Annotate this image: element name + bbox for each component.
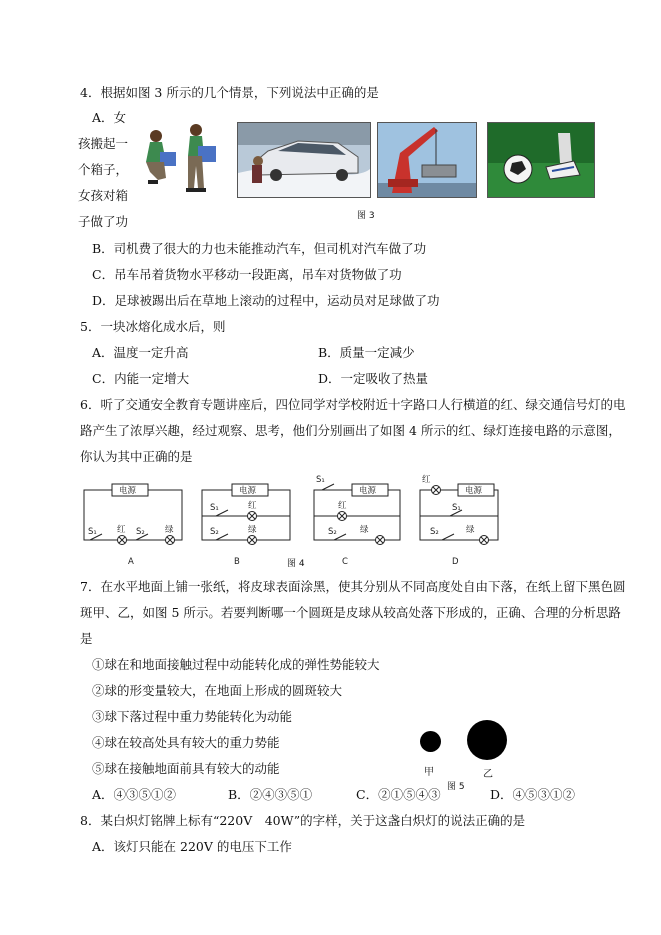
- q7-step-5: ⑤球在接触地面前具有较大的动能: [92, 761, 280, 776]
- circuit-d-red-label: 红: [422, 475, 431, 485]
- circuit-c: [314, 484, 400, 545]
- q7-line3: 是: [80, 631, 93, 646]
- circuit-d-power-label: 电源: [465, 486, 483, 496]
- q7-step-2: ②球的形变量较大，在地面上形成的圆斑较大: [92, 683, 343, 698]
- circuit-d-s2-label: S₂: [430, 527, 439, 537]
- football-kick-image: [487, 122, 595, 198]
- circuit-a-s1-label: S₁: [88, 527, 97, 537]
- circuit-b-power-label: 电源: [239, 486, 257, 496]
- q4-option-b: B．司机费了很大的力也未能推动汽车，但司机对汽车做了功: [92, 241, 427, 256]
- circuit-d-label: D: [452, 557, 459, 567]
- q8-option-a: A．该灯只能在 220V 的电压下工作: [92, 839, 292, 854]
- circuit-a-red-label: 红: [117, 525, 126, 535]
- circuit-a-power-label: 电源: [119, 486, 137, 496]
- figure-5-label: 图 5: [447, 782, 465, 792]
- q4-stem: 4．根据如图 3 所示的几个情景，下列说法中正确的是: [80, 85, 379, 100]
- circuit-d-green-label: 绿: [466, 525, 475, 535]
- q5-option-d: D．一定吸收了热量: [318, 371, 429, 386]
- figure-3-label: 图 3: [357, 211, 375, 221]
- circuit-c-power-label: 电源: [359, 486, 377, 496]
- circuit-c-s2-label: S₂: [328, 527, 337, 537]
- q4-option-a-line4: 女孩对箱: [78, 188, 129, 203]
- circuit-b-label: B: [234, 557, 240, 567]
- q7-option-b: B．②④③⑤①: [228, 787, 313, 802]
- q6-line3: 你认为其中正确的是: [80, 449, 193, 464]
- q4-option-c: C．吊车吊着货物水平移动一段距离，吊车对货物做了功: [92, 267, 402, 282]
- circuit-c-green-label: 绿: [360, 525, 369, 535]
- circuit-c-red-label: 红: [338, 501, 347, 511]
- circuit-a-label: A: [128, 557, 134, 567]
- q7-step-3: ③球下落过程中重力势能转化为动能: [92, 709, 293, 724]
- girl-lifting-box-image: [136, 122, 228, 196]
- q7-step-1: ①球在和地面接触过程中动能转化成的弹性势能较大: [92, 657, 380, 672]
- circuit-c-s1-label: S₁: [316, 475, 325, 485]
- spot-yi: [467, 720, 507, 760]
- circuit-b-green-label: 绿: [248, 525, 257, 535]
- circuit-c-label: C: [342, 557, 348, 567]
- q4-option-a-line3: 个箱子，: [78, 162, 129, 177]
- q4-option-a-line1: A．女: [92, 110, 127, 125]
- q5-option-c: C．内能一定增大: [92, 371, 190, 386]
- car-in-snow-image: [237, 122, 371, 198]
- q7-option-a: A．④③⑤①②: [92, 787, 177, 802]
- circuit-a-s2-label: S₂: [136, 527, 145, 537]
- circuit-d-s1-label: S₁: [452, 503, 461, 513]
- q4-option-d: D．足球被踢出后在草地上滚动的过程中，运动员对足球做了功: [92, 293, 440, 308]
- q7-line2: 斑甲、乙，如图 5 所示。若要判断哪一个圆斑是皮球从较高处落下形成的，正确、合理的分析思路: [80, 605, 621, 620]
- spot-jia: [420, 731, 441, 752]
- crane-image: [377, 122, 477, 198]
- q6-line2: 路产生了浓厚兴趣，经过观察、思考，他们分别画出了如图 4 所示的红、绿灯连接电路的示意图，: [80, 423, 621, 438]
- figure-4-label: 图 4: [287, 559, 305, 569]
- q7-option-c: C．②①⑤④③: [356, 787, 441, 802]
- q5-option-b: B．质量一定减少: [318, 345, 415, 360]
- spot-jia-label: 甲: [424, 767, 434, 778]
- q4-option-a-line5: 子做了功: [78, 214, 129, 229]
- q6-line1: 6．听了交通安全教育专题讲座后，四位同学对学校附近十字路口人行横道的红、绿交通信号灯的电: [80, 397, 626, 412]
- q5-option-a: A．温度一定升高: [92, 345, 189, 360]
- circuit-b-s1-label: S₁: [210, 503, 219, 513]
- spot-yi-label: 乙: [483, 769, 493, 780]
- circuit-b-s2-label: S₂: [210, 527, 219, 537]
- circuit-a-green-label: 绿: [165, 525, 174, 535]
- q7-step-4: ④球在较高处具有较大的重力势能: [92, 735, 280, 750]
- circuit-b-red-label: 红: [248, 501, 257, 511]
- q7-option-d: D．④⑤③①②: [490, 787, 576, 802]
- q7-line1: 7．在水平地面上铺一张纸，将皮球表面涂黑，使其分别从不同高度处自由下落，在纸上留下黑色圆: [80, 579, 626, 594]
- q8-stem: 8．某白炽灯铭牌上标有“220V 40W”的字样，关于这盏白炽灯的说法正确的是: [80, 813, 526, 828]
- q5-stem: 5．一块冰熔化成水后，则: [80, 319, 226, 334]
- q4-option-a-line2: 孩搬起一: [78, 136, 129, 151]
